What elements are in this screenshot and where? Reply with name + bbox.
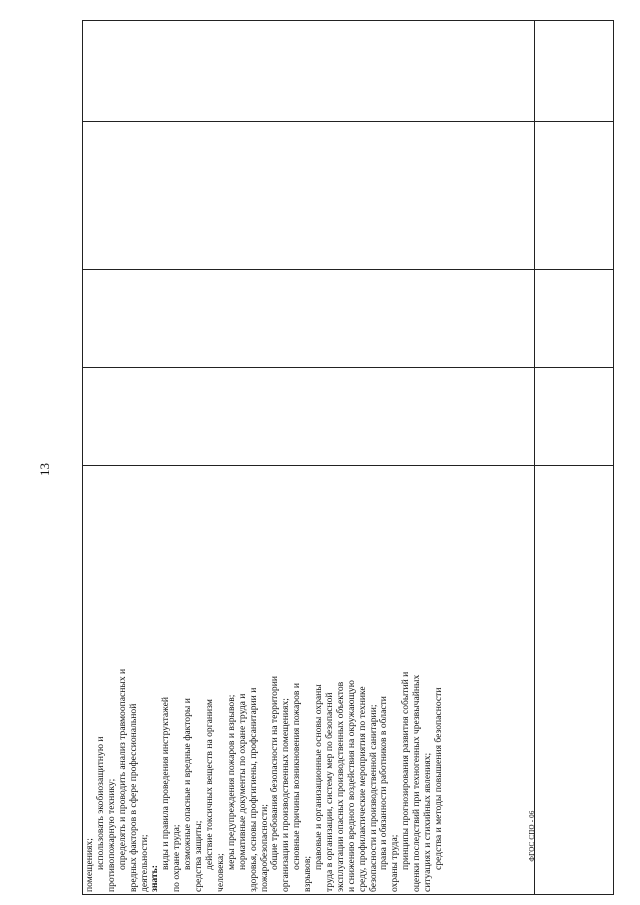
text-line: ситуациях и стихийных явлениях; — [422, 752, 434, 892]
text-line: взрывов; — [302, 855, 314, 892]
text-line: нормативные документы по охране труда и — [236, 693, 248, 870]
text-line: среду, профилактические мероприятия по технике — [356, 686, 368, 892]
text-line: действие токсичных веществ на организм — [203, 699, 215, 870]
page-number: 13 — [37, 463, 52, 476]
text-line: деятельности; — [138, 834, 150, 892]
text-line: помещениях; — [84, 838, 95, 892]
text-line: средства и методы повышения безопасности — [433, 687, 444, 870]
text-line: по охране труда; — [171, 824, 183, 892]
text-line: противопожарную технику; — [105, 778, 117, 892]
text-line: вредных факторов в сфере профессиональной — [127, 703, 139, 892]
text-line: общие требования безопасности на территории — [269, 675, 281, 870]
text-line: пожаробезопасности; — [258, 804, 270, 892]
text-line: определять и проводить анализ травмоопасных и — [116, 668, 128, 870]
rotated-text-wrapper — [82, 475, 445, 895]
text-line: человека; — [214, 853, 226, 892]
text-line: принципы прогнозирования развития событий и — [400, 671, 412, 870]
text-line: здоровья, основы профгигиены, профсанитарии и — [247, 687, 259, 892]
text-line: оценки последствий при техногенных чрезвычайных — [411, 674, 423, 892]
text-line: труда в организации, систему мер по безопасной — [323, 692, 335, 892]
text-line: правовые и организационные основы охраны — [313, 684, 325, 870]
text-line: использовать экобиозащитную и — [94, 736, 106, 870]
text-line: виды и правила проведения инструктажей — [160, 696, 172, 870]
text-line: эксплуатации опасных производственных объектов — [334, 681, 346, 892]
text-line: знать: — [149, 865, 161, 892]
text-line: возможные опасные и вредные факторы и — [182, 698, 194, 870]
column-divider — [534, 21, 535, 894]
text-line: и снижению вредного воздействия на окружающую — [345, 680, 357, 892]
text-line: основные причины возникновения пожаров и — [291, 683, 303, 870]
text-line: меры предупреждения пожаров и взрывов; — [225, 694, 237, 870]
requirements-text — [82, 475, 445, 895]
footer-code: ФГОС СПО - 06 — [528, 810, 536, 862]
text-line: права и обязанности работников в области — [378, 696, 390, 870]
requirements-cell — [82, 465, 534, 895]
text-line: охраны труда; — [389, 834, 401, 892]
text-line: организации и производственных помещениях; — [280, 698, 292, 892]
text-line: безопасности и производственной санитарии; — [367, 704, 379, 892]
text-line: средства защиты; — [193, 820, 205, 892]
